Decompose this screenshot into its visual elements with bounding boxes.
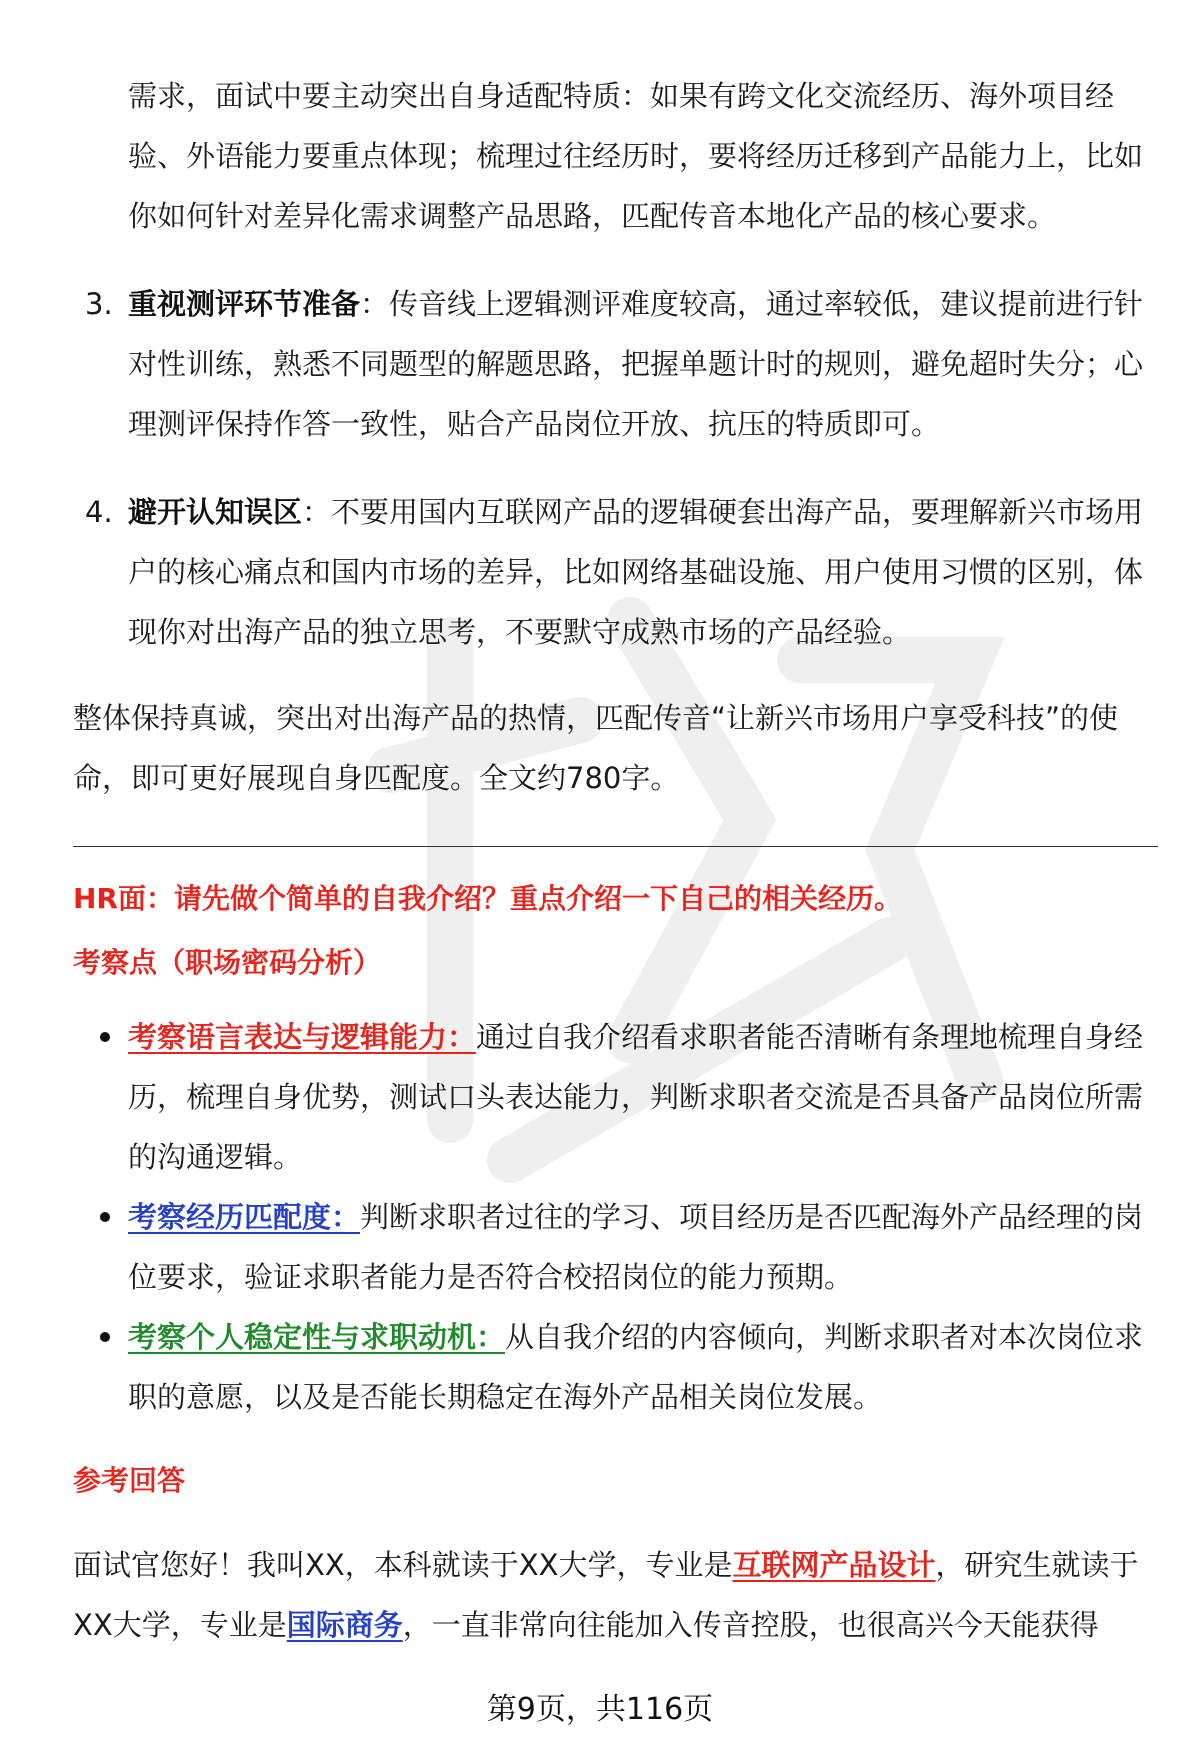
answer-highlight-major: 互联网产品设计 [732,1548,936,1582]
page-content [73,66,1158,1655]
exam-points-heading: 考察点（职场密码分析） [73,946,382,979]
exam-point-label: 考察语言表达与逻辑能力： [128,1020,477,1054]
section-divider [73,846,1158,847]
bullet-dot-icon [100,1212,110,1222]
bullet-dot-icon [100,1032,110,1042]
exam-point-text: 通过自我介绍看求职者能否清晰有条理地梳理自身经历，梳理自身优势，测试口头表达能力，判断求职者交流是否具备产品岗位所需的沟通逻辑。 [128,1020,1144,1174]
page-number-footer: 第9页，共116页 [486,1692,714,1727]
answer-text: ，研究生就读于XX大学，专业是 [73,1548,1139,1642]
hr-question-heading: HR面：请先做个简单的自我介绍？重点介绍一下自己的相关经历。 [73,882,902,915]
exam-point-item [73,1187,1158,1307]
bullet-dot-icon [100,1332,110,1342]
summary-paragraph: 整体保持真诚，突出对出海产品的热情，匹配传音“让新兴市场用户享受科技”的使命，即可更好展现自身匹配度。全文约780字。 [73,701,1119,795]
list-item-text: ：传音线上逻辑测评难度较高，通过率较低，建议提前进行针对性训练，熟悉不同题型的解题思路，把握单题计时的规则，避免超时失分；心理测评保持作答一致性，贴合产品岗位开放、抗压的特质即可。 [128,287,1144,441]
answer-highlight-major: 国际商务 [286,1608,403,1642]
reference-answer-heading: 参考回答 [73,1464,186,1497]
list-item-title: 重视测评环节准备 [128,287,361,321]
exam-point-item [73,1307,1158,1427]
exam-point-label: 考察个人稳定性与求职动机： [128,1320,506,1354]
answer-text: 面试官您好！我叫XX，本科就读于XX大学，专业是 [73,1548,733,1582]
list-item-text: ：不要用国内互联网产品的逻辑硬套出海产品，要理解新兴市场用户的核心痛点和国内市场的差异，比如网络基础设施、用户使用习惯的区别，体现你对出海产品的独立思考，不要默守成熟市场的产品经验。 [128,495,1144,649]
answer-text: ，一直非常向往能加入传音控股，也很高兴今天能获得 [402,1608,1099,1642]
list-number: 4. [85,495,113,529]
list-number: 3. [85,287,113,321]
list-item-3 [73,274,1158,454]
exam-point-label: 考察经历匹配度： [128,1200,361,1234]
exam-point-text: 从自我介绍的内容倾向，判断求职者对本次岗位求职的意愿，以及是否能长期稳定在海外产品相关岗位发展。 [128,1320,1144,1414]
exam-point-item [73,1007,1158,1187]
list-item-4 [73,482,1158,662]
list-item-title: 避开认知误区 [128,495,303,529]
continued-paragraph: 需求，面试中要主动突出自身适配特质：如果有跨文化交流经历、海外项目经验、外语能力要重点体现；梳理过往经历时，要将经历迁移到产品能力上，比如你如何针对差异化需求调整产品思路，匹配传音本地化产品的核心要求。 [128,79,1144,233]
exam-point-text: 判断求职者过往的学习、项目经历是否匹配海外产品经理的岗位要求，验证求职者能力是否符合校招岗位的能力预期。 [128,1200,1144,1294]
answer-paragraph [73,1535,1158,1655]
